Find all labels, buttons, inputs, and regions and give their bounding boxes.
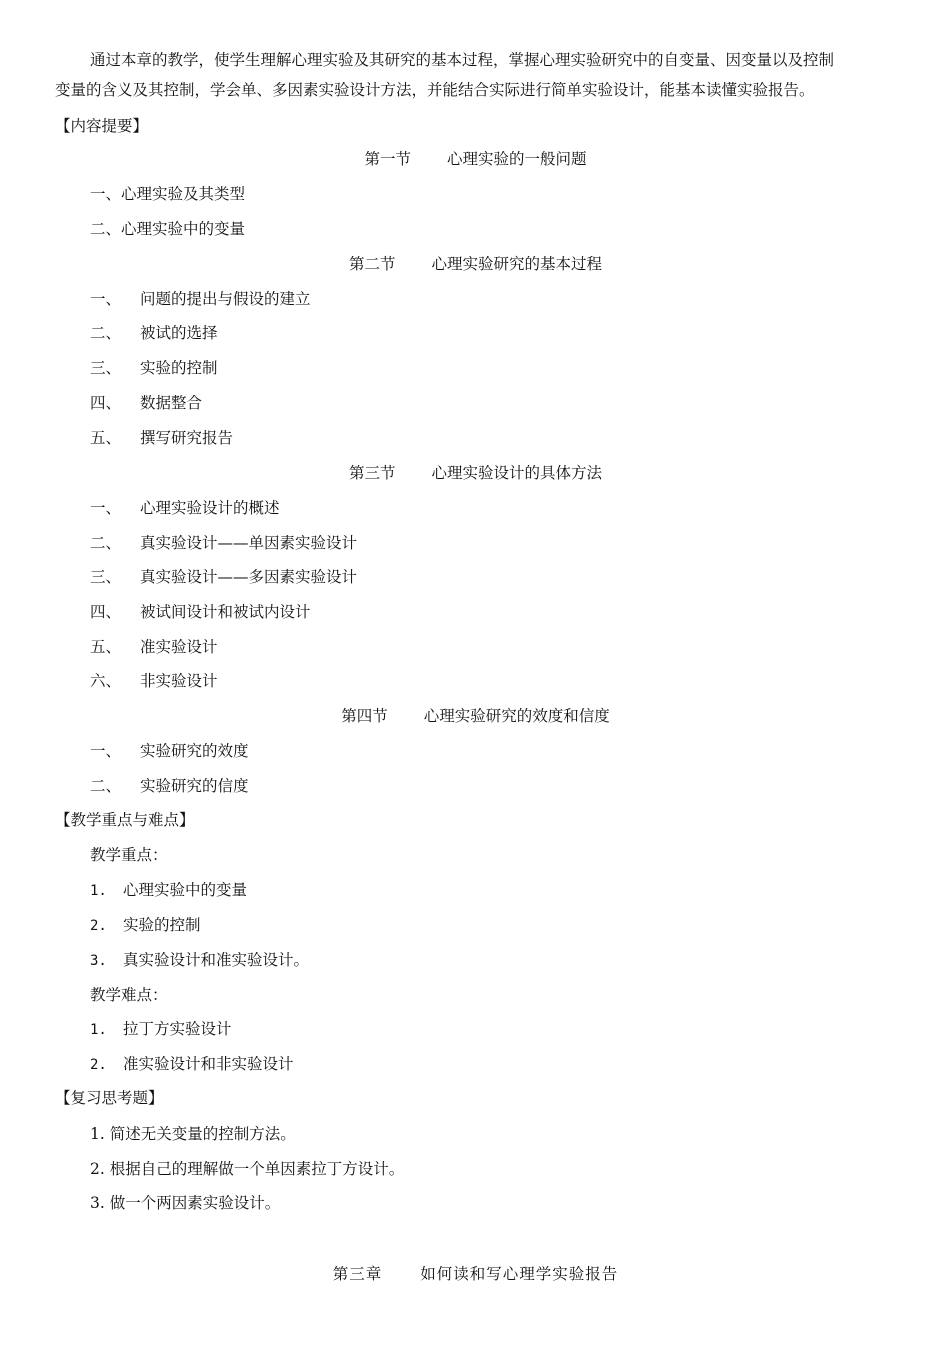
item-marker: 二、 [90, 220, 122, 238]
list-item [90, 184, 245, 204]
review-heading: 【复习思考题】 [55, 1089, 164, 1107]
review-question: 1. 简述无关变量的控制方法。 [90, 1125, 296, 1143]
list-item [90, 428, 233, 448]
section-name: 心理实验研究的效度和信度 [423, 707, 610, 725]
section-number: 第三节 [348, 464, 396, 482]
section-name: 心理实验研究的基本过程 [431, 255, 603, 273]
item-marker: 五、 [90, 638, 122, 656]
section-name: 心理实验设计的具体方法 [431, 464, 603, 482]
section-title [0, 149, 951, 169]
section-title [0, 463, 951, 483]
section-name: 心理实验的一般问题 [447, 150, 587, 168]
list-item [90, 219, 245, 239]
section-title [0, 706, 951, 726]
list-item [90, 1019, 232, 1040]
item-marker: 二、 [90, 777, 122, 795]
list-item [90, 637, 218, 657]
item-number: 1. [90, 883, 107, 899]
section-number: 第四节 [341, 707, 388, 725]
list-item [90, 323, 218, 343]
list-item [90, 358, 218, 378]
content-summary-heading: 【内容提要】 [55, 117, 149, 135]
item-marker: 一、 [90, 185, 122, 203]
list-item [90, 1054, 294, 1075]
chapter-number: 第三章 [332, 1265, 383, 1283]
key-points-heading: 【教学重点与难点】 [55, 811, 195, 829]
chapter-title [0, 1264, 951, 1284]
item-text: 被试间设计和被试内设计 [140, 603, 311, 621]
section-number: 第二节 [348, 255, 396, 273]
item-text: 实验研究的效度 [140, 742, 249, 760]
difficulty-label: 教学难点： [90, 986, 168, 1004]
item-text: 实验研究的信度 [140, 777, 249, 795]
item-text: 真实验设计和准实验设计。 [123, 951, 310, 969]
item-text: 心理实验中的变量 [121, 220, 246, 238]
list-item [90, 950, 309, 971]
item-text: 心理实验及其类型 [121, 185, 246, 203]
section-number: 第一节 [364, 150, 411, 168]
list-item [90, 671, 218, 691]
item-text: 实验的控制 [123, 916, 201, 934]
item-text: 数据整合 [140, 394, 203, 412]
item-text: 问题的提出与假设的建立 [140, 290, 311, 308]
item-number: 3. [90, 953, 107, 969]
item-marker: 五、 [90, 429, 122, 447]
item-text: 拉丁方实验设计 [123, 1020, 232, 1038]
item-text: 心理实验设计的概述 [140, 499, 280, 517]
item-number: 2. [90, 1057, 107, 1073]
list-item [90, 567, 357, 587]
list-item [90, 498, 280, 518]
list-item [90, 289, 311, 309]
intro-paragraph-line-2: 变量的含义及其控制，学会单、多因素实验设计方法，并能结合实际进行简单实验设计，能基本读懂实验报告。 [55, 81, 815, 99]
item-marker: 一、 [90, 742, 122, 760]
item-text: 准实验设计和非实验设计 [123, 1055, 294, 1073]
item-number: 1. [90, 1022, 107, 1038]
item-marker: 三、 [90, 359, 122, 377]
item-marker: 六、 [90, 672, 122, 690]
item-text: 真实验设计——单因素实验设计 [140, 534, 358, 552]
list-item [90, 915, 201, 936]
item-marker: 二、 [90, 534, 122, 552]
review-question: 2. 根据自己的理解做一个单因素拉丁方设计。 [90, 1160, 405, 1178]
list-item [90, 880, 247, 901]
list-item [90, 393, 202, 413]
review-question: 3. 做一个两因素实验设计。 [90, 1194, 281, 1212]
item-marker: 二、 [90, 324, 122, 342]
item-text: 准实验设计 [140, 638, 218, 656]
item-text: 实验的控制 [140, 359, 218, 377]
item-marker: 三、 [90, 568, 122, 586]
focus-label: 教学重点： [90, 846, 168, 864]
section-title [0, 254, 951, 274]
item-text: 被试的选择 [140, 324, 218, 342]
list-item [90, 533, 357, 553]
item-text: 撰写研究报告 [140, 429, 234, 447]
intro-paragraph-line-1: 通过本章的教学，使学生理解心理实验及其研究的基本过程，掌握心理实验研究中的自变量、因变量以及控制 [90, 51, 835, 69]
item-text: 心理实验中的变量 [123, 881, 248, 899]
item-marker: 一、 [90, 499, 122, 517]
item-text: 真实验设计——多因素实验设计 [140, 568, 358, 586]
list-item [90, 741, 249, 761]
chapter-name: 如何读和写心理学实验报告 [420, 1265, 619, 1283]
item-marker: 一、 [90, 290, 122, 308]
list-item [90, 602, 311, 622]
item-marker: 四、 [90, 603, 122, 621]
list-item [90, 776, 249, 796]
item-marker: 四、 [90, 394, 122, 412]
item-number: 2. [90, 918, 107, 934]
item-text: 非实验设计 [140, 672, 218, 690]
